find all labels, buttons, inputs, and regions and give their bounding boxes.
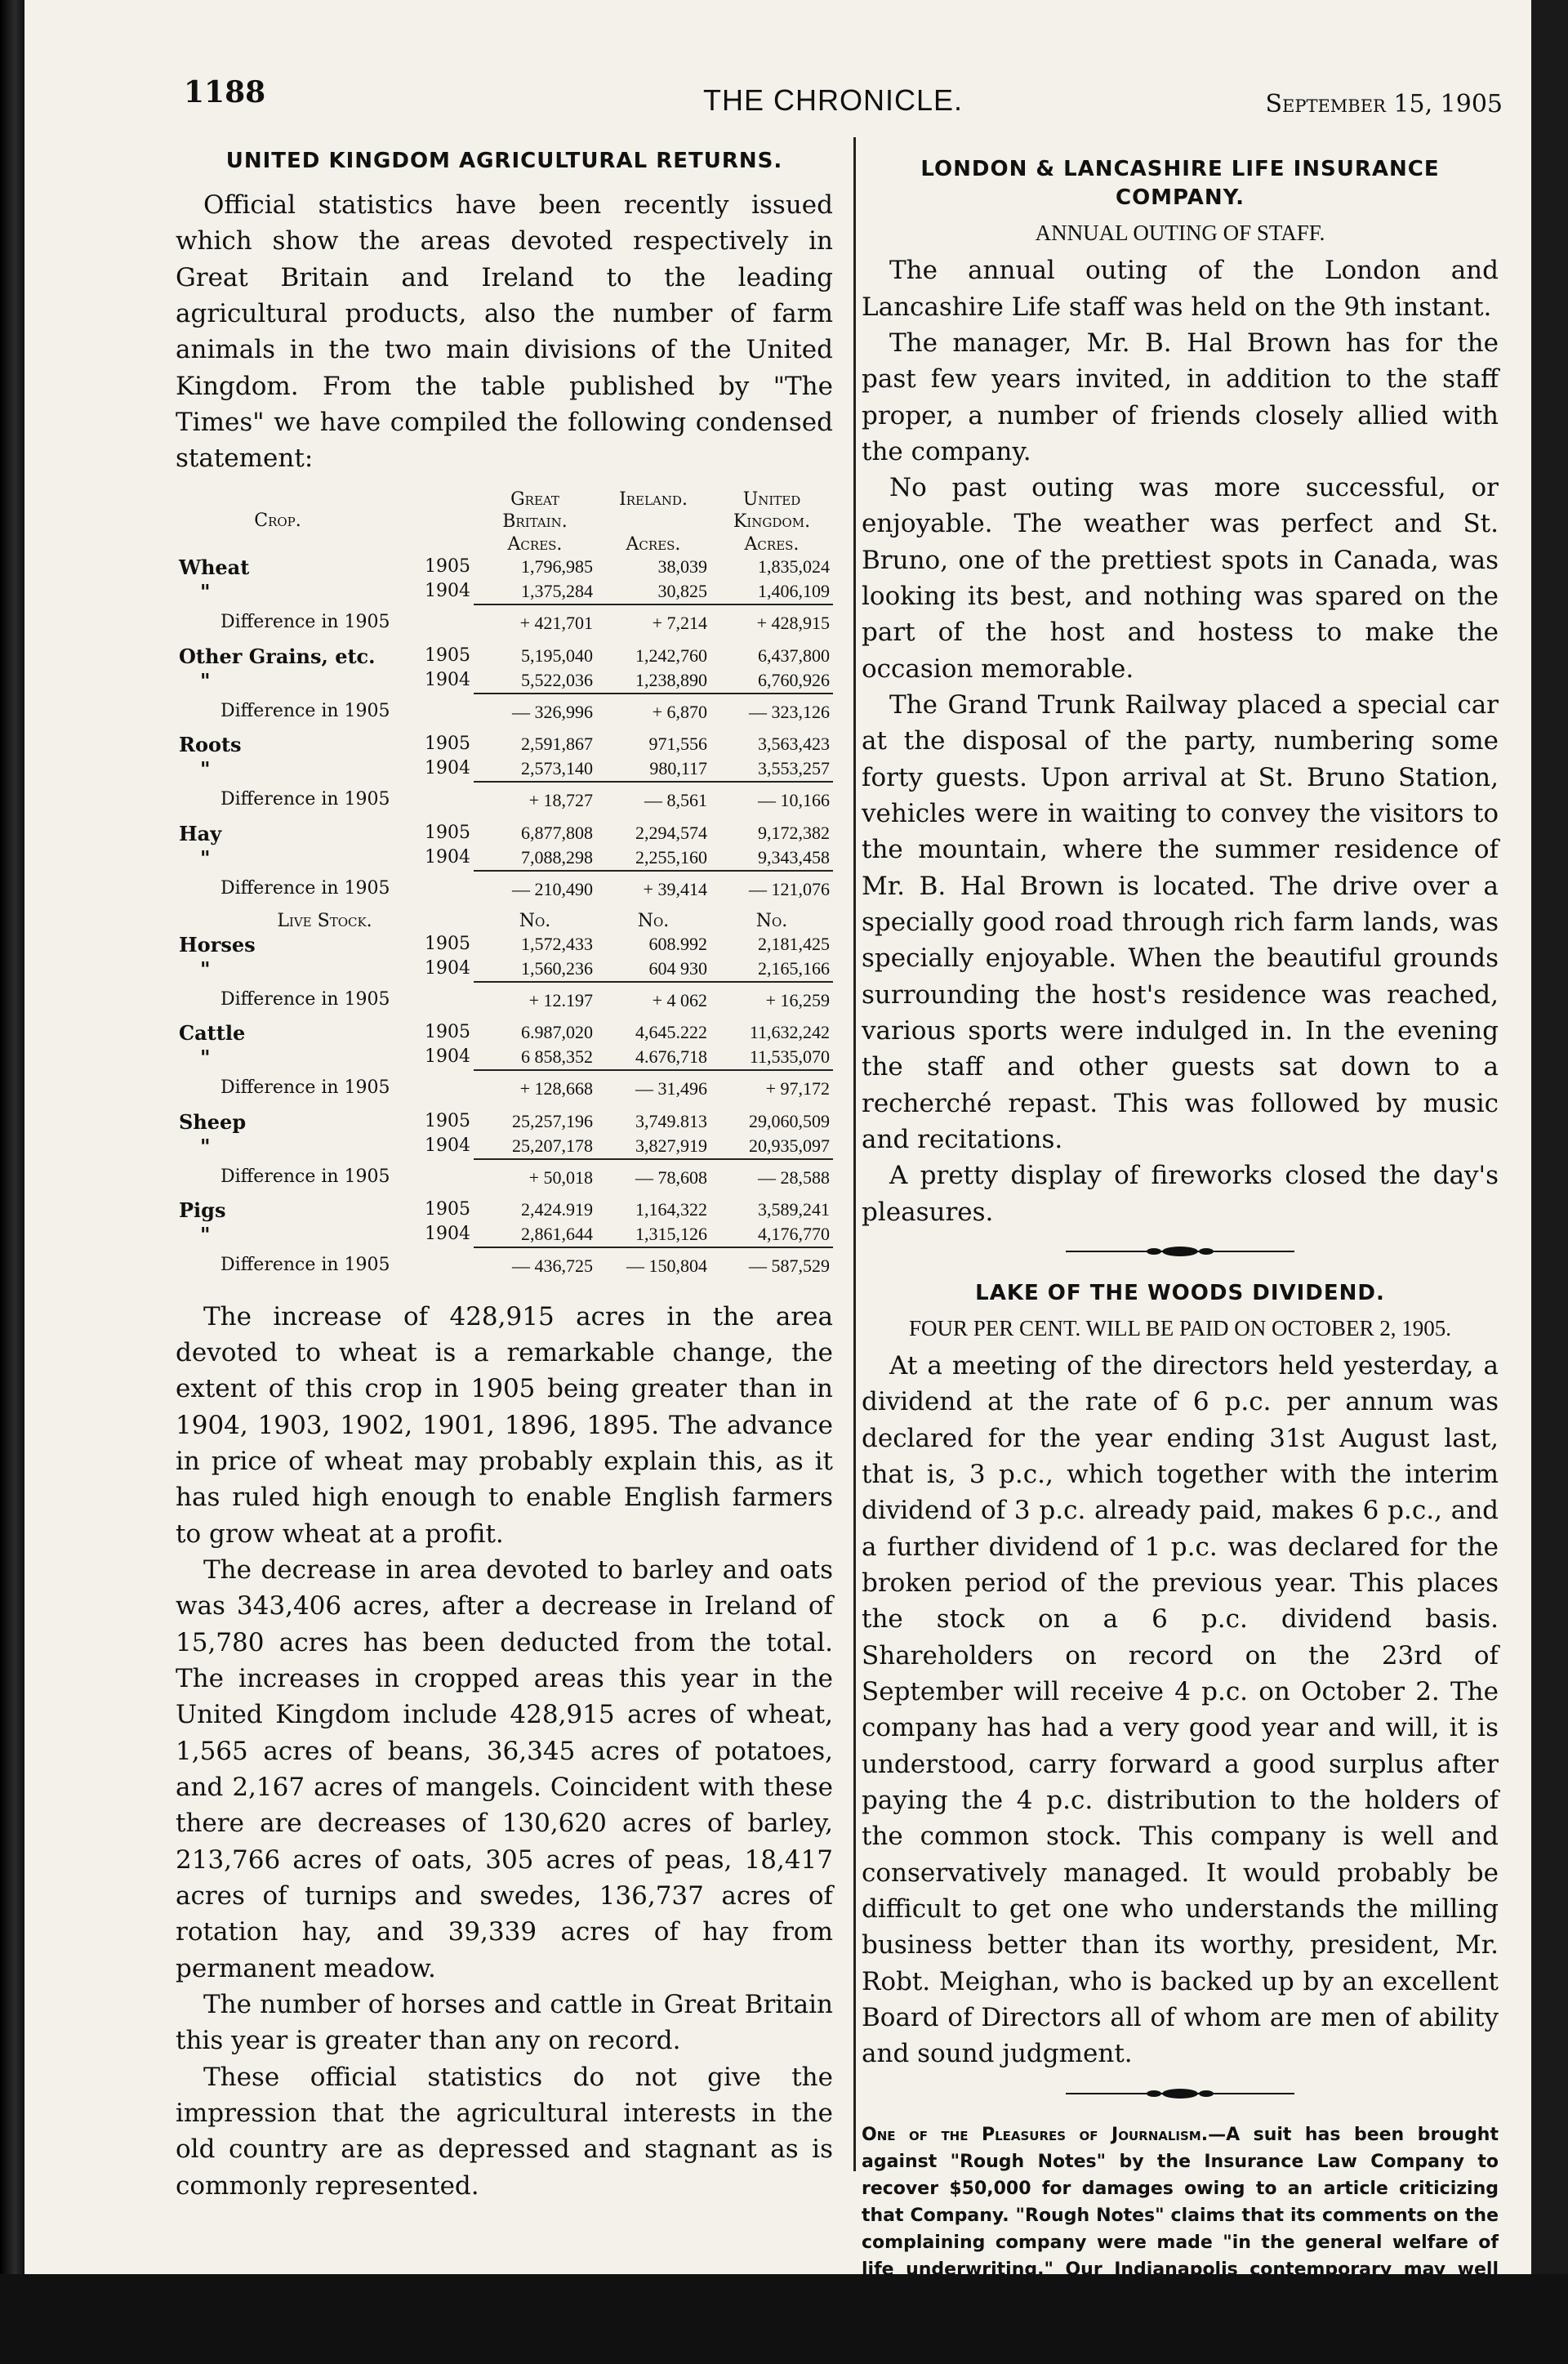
ireland-difference: + 6,870 <box>596 694 710 734</box>
table-row <box>176 822 833 846</box>
gb-value: 7,088,298 <box>521 846 593 868</box>
uk-value: 2,165,166 <box>758 957 830 979</box>
paragraph: At a meeting of the directors held yesterday, a dividend at the rate of 6 p.c. per annum was declared for the year ending 31st August last, that is, 3 p.c., which together with the interim dividend of 3 p.c. already paid, makes 6 p.c., and a further dividend of 1 p.c. was declared for the broken period of the previous year. This places the stock on a 6 p.c. dividend basis. Shareholders on record on the 23rd of September will receive 4 p.c. on October 2. The company has had a very good year and will, it is understood, carry forward a good surplus after paying the 4 p.c. distribution to the holders of the common stock. This company is well and conservatively managed. It would probably be difficult to get one who understands the milling business better than its worthy, president, Mr. Robt. Meighan, who is backed up by an excellent Board of Directors all of whom are men of ability and sound judgment. <box>862 1351 1499 2069</box>
ireland-value: 3,827,919 <box>635 1135 707 1156</box>
table-row <box>176 669 833 694</box>
gb-value: 1,796,985 <box>521 556 593 578</box>
gb-value: 2,573,140 <box>521 758 593 779</box>
ireland-value: 2,255,160 <box>635 846 707 868</box>
table-row <box>176 846 833 871</box>
uk-difference: — 121,076 <box>710 871 833 911</box>
difference-row <box>176 1159 833 1199</box>
ireland-value: 38,039 <box>657 556 707 578</box>
ireland-value: 2,294,574 <box>635 822 707 843</box>
difference-label: Difference in 1905 <box>220 612 390 633</box>
difference-row <box>176 871 833 911</box>
unit-label: No. <box>519 911 551 932</box>
article-subheading: FOUR PER CENT. WILL BE PAID ON OCTOBER 2, 1905. <box>908 1316 1452 1341</box>
uk-value: 20,935,097 <box>749 1135 830 1156</box>
gb-value: 6 858,352 <box>521 1046 593 1068</box>
paragraph: The annual outing of the London and Lancashire Life staff was held on the 9th instant. <box>862 256 1499 322</box>
ireland-value: 604 930 <box>648 957 707 979</box>
masthead: THE CHRONICLE. <box>702 83 964 117</box>
difference-label: Difference in 1905 <box>220 1166 390 1187</box>
ireland-value: 1,315,126 <box>635 1224 707 1245</box>
gb-value: 25,257,196 <box>512 1110 593 1131</box>
year-cell: 1904 <box>425 1224 470 1245</box>
row-label: Pigs <box>179 1198 226 1223</box>
row-label: Sheep <box>179 1109 247 1134</box>
year-cell: 1905 <box>425 933 470 954</box>
table-row <box>176 1046 833 1070</box>
ireland-value: 4,645.222 <box>635 1022 707 1043</box>
gb-difference: + 50,018 <box>474 1159 596 1199</box>
year-cell: 1905 <box>425 822 470 843</box>
uk-difference: + 16,259 <box>710 982 833 1022</box>
col-crop: Crop. <box>254 510 301 531</box>
gb-value: 2,424.919 <box>521 1199 593 1220</box>
difference-label: Difference in 1905 <box>220 700 390 721</box>
uk-difference: — 587,529 <box>710 1247 833 1287</box>
ornament-divider <box>1066 2087 1294 2100</box>
left-column <box>176 147 833 2204</box>
uk-value: 11,632,242 <box>749 1022 830 1043</box>
ireland-difference: — 8,561 <box>596 782 710 822</box>
year-cell: 1904 <box>425 581 470 602</box>
uk-value: 9,343,458 <box>758 846 830 868</box>
uk-difference: — 323,126 <box>710 694 833 734</box>
gb-value: 25,207,178 <box>512 1135 593 1156</box>
year-cell: 1904 <box>425 1046 470 1068</box>
gb-difference: — 210,490 <box>474 871 596 911</box>
ireland-value: 1,238,890 <box>635 669 707 690</box>
ireland-value: 1,164,322 <box>635 1199 707 1220</box>
ireland-value: 1,242,760 <box>635 645 707 666</box>
uk-value: 29,060,509 <box>749 1110 830 1131</box>
year-cell: 1905 <box>425 1199 470 1220</box>
gb-difference: + 18,727 <box>474 782 596 822</box>
table-row <box>176 933 833 957</box>
ireland-value: 3,749.813 <box>635 1110 707 1131</box>
row-label: Roots <box>179 733 242 757</box>
table-row <box>176 757 833 782</box>
table-row <box>176 1198 833 1223</box>
uk-value: 4,176,770 <box>758 1224 830 1245</box>
ireland-difference: — 150,804 <box>596 1247 710 1287</box>
page-header <box>163 75 1503 124</box>
gb-difference: + 421,701 <box>474 604 596 645</box>
page-number: 1188 <box>184 75 266 109</box>
ireland-difference: — 78,608 <box>596 1159 710 1199</box>
notice-title: One of the Pleasures of Journalism. <box>862 2124 1209 2145</box>
table-row <box>176 1135 833 1159</box>
paragraph: Official statistics have been recently issued which show the areas devoted respectively in Great Britain and Ireland to the leading agricultural products, also the number of farm animals in the two main divisions of the United Kingdom. From the table published by "The Times" we have compiled the following condensed statement: <box>176 190 833 474</box>
right-column <box>862 155 1499 2364</box>
ditto-mark: " <box>200 845 211 870</box>
unit-label: Acres. <box>507 533 563 555</box>
returns-table <box>176 488 833 1287</box>
uk-difference: + 97,172 <box>710 1070 833 1110</box>
article-subheading: ANNUAL OUTING OF STAFF. <box>1035 221 1325 246</box>
gb-value: 6,877,808 <box>521 822 593 843</box>
difference-row <box>176 694 833 734</box>
ireland-value: 30,825 <box>657 581 707 602</box>
book-binding <box>0 0 24 2274</box>
col-ireland: Ireland. <box>619 488 688 510</box>
gb-value: 6.987,020 <box>521 1022 593 1043</box>
table-header-row <box>176 488 833 533</box>
gb-value: 1,560,236 <box>521 957 593 979</box>
table-unit-row <box>176 533 833 556</box>
ireland-value: 980,117 <box>649 758 707 779</box>
uk-value: 9,172,382 <box>758 822 830 843</box>
ditto-mark: " <box>200 957 211 981</box>
difference-row <box>176 982 833 1022</box>
uk-value: 6,760,926 <box>758 669 830 690</box>
difference-row <box>176 782 833 822</box>
ditto-mark: " <box>200 757 211 782</box>
year-cell: 1905 <box>425 556 470 578</box>
unit-label: Acres. <box>744 533 800 555</box>
year-cell: 1905 <box>425 645 470 666</box>
article-heading: LONDON & LANCASHIRE LIFE INSURANCE COMPANY. <box>920 157 1440 211</box>
notice-body: —A suit has been brought against "Rough Notes" by the Insurance Law Company to recover $50,000 for damages owing to an article criticizing that Company. "Rough Notes" claims that its comments on the complaining company were made "in the general welfare of life underwriting." Our Indianapolis contemporary may well say this, for it has a clear record as an exponent and defender of the sound principles of life insurance. We wish it "a good deliverance" from this annoying suit. <box>862 2124 1499 2361</box>
uk-value: 11,535,070 <box>749 1046 830 1068</box>
paragraph: No past outing was more successful, or enjoyable. The weather was perfect and St. Bruno, one of the prettiest spots in Canada, was looking its best, and nothing was spared on the part of the host and hostess to make the occasion memorable. <box>862 473 1499 684</box>
live-stock-label: Live Stock. <box>277 911 372 932</box>
year-cell: 1904 <box>425 957 470 979</box>
ditto-mark: " <box>200 1223 211 1247</box>
year-cell: 1904 <box>425 1135 470 1156</box>
uk-value: 6,437,800 <box>758 645 830 666</box>
difference-label: Difference in 1905 <box>220 1255 390 1276</box>
uk-value: 2,181,425 <box>758 933 830 954</box>
paragraph: The manager, Mr. B. Hal Brown has for the past few years invited, in addition to the staff proper, a number of friends closely allied with the company. <box>862 328 1499 466</box>
uk-difference: — 28,588 <box>710 1159 833 1199</box>
col-great-britain: Great Britain. <box>502 488 568 533</box>
table-row <box>176 580 833 604</box>
year-cell: 1904 <box>425 758 470 779</box>
difference-row <box>176 1070 833 1110</box>
uk-value: 1,835,024 <box>758 556 830 578</box>
year-cell: 1904 <box>425 846 470 868</box>
gb-value: 1,375,284 <box>521 581 593 602</box>
table-row <box>176 1110 833 1135</box>
gb-difference: + 12.197 <box>474 982 596 1022</box>
unit-label: No. <box>637 911 670 932</box>
gb-difference: — 326,996 <box>474 694 596 734</box>
uk-value: 3,563,423 <box>758 734 830 755</box>
paragraph: These official statistics do not give the impression that the agricultural interests in the old country are as depressed and stagnant as is commonly represented. <box>176 2062 833 2201</box>
difference-label: Difference in 1905 <box>220 789 390 810</box>
page-edge <box>1531 0 1568 2274</box>
paragraph: The number of horses and cattle in Great Britain this year is greater than any on record. <box>176 1989 833 2056</box>
ireland-difference: — 31,496 <box>596 1070 710 1110</box>
notice-paragraph <box>862 2121 1499 2364</box>
issue-date: September 15, 1905 <box>1265 90 1503 118</box>
year-cell: 1905 <box>425 1022 470 1043</box>
row-label: Other Grains, etc. <box>179 644 376 668</box>
ditto-mark: " <box>200 580 211 604</box>
paragraph: The decrease in area devoted to barley and oats was 343,406 acres, after a decrease in Ireland of 15,780 acres has been deducted from the total. The increases in cropped areas this year in the United Kingdom include 428,915 acres of wheat, 1,565 acres of beans, 36,345 acres of potatoes, and 2,167 acres of mangels. Coincident with these there are decreases of 130,620 acres of barley, 213,766 acres of oats, 305 acres of peas, 18,417 acres of turnips and swedes, 136,737 acres of rotation hay, and 39,339 acres of hay from permanent meadow. <box>176 1555 833 1983</box>
ditto-mark: " <box>200 668 211 693</box>
row-label: Cattle <box>179 1021 246 1046</box>
ireland-difference: + 7,214 <box>596 604 710 645</box>
gb-value: 5,195,040 <box>521 645 593 666</box>
row-label: Hay <box>179 821 222 845</box>
uk-value: 3,589,241 <box>758 1199 830 1220</box>
paragraph: The increase of 428,915 acres in the area devoted to wheat is a remarkable change, the extent of this crop in 1905 being greater than in 1904, 1903, 1902, 1901, 1896, 1895. The advance in price of wheat may probably explain this, as it has ruled high enough to enable English farmers to grow wheat at a profit. <box>176 1301 833 1549</box>
ireland-value: 4.676,718 <box>635 1046 707 1068</box>
ditto-mark: " <box>200 1046 211 1070</box>
paragraph: The Grand Trunk Railway placed a special car at the disposal of the party, numbering some forty guests. Upon arrival at St. Bruno Station, vehicles were in waiting to convey the visitors to the mountain, where the summer residence of Mr. B. Hal Brown is located. The drive over a specially good road through rich farm lands, was specially enjoyable. When the beautiful grounds surrounding the host's residence was reached, various sports were indulged in. In the evening the staff and other guests sat down to a recherché repast. This was followed by music and recitations. <box>862 690 1499 1155</box>
difference-label: Difference in 1905 <box>220 1077 390 1099</box>
uk-difference: — 10,166 <box>710 782 833 822</box>
gb-value: 1,572,433 <box>521 933 593 954</box>
gb-value: 5,522,036 <box>521 669 593 690</box>
article-heading: UNITED KINGDOM AGRICULTURAL RETURNS. <box>225 149 783 173</box>
difference-row <box>176 1247 833 1287</box>
gb-value: 2,591,867 <box>521 734 593 755</box>
ornament-divider <box>1066 1245 1294 1258</box>
year-cell: 1904 <box>425 669 470 690</box>
uk-value: 1,406,109 <box>758 581 830 602</box>
ireland-value: 608.992 <box>648 933 707 954</box>
table-row <box>176 1021 833 1046</box>
year-cell: 1905 <box>425 734 470 755</box>
col-united-kingdom: United Kingdom. <box>733 488 811 533</box>
table-row <box>176 645 833 669</box>
gb-difference: + 128,668 <box>474 1070 596 1110</box>
ireland-value: 971,556 <box>648 734 707 755</box>
returns-table-body <box>176 488 833 1287</box>
difference-label: Difference in 1905 <box>220 877 390 899</box>
unit-label: Acres. <box>626 533 681 555</box>
difference-label: Difference in 1905 <box>220 988 390 1010</box>
table-row <box>176 555 833 580</box>
uk-difference: + 428,915 <box>710 604 833 645</box>
ditto-mark: " <box>200 1134 211 1158</box>
difference-row <box>176 604 833 645</box>
table-row <box>176 957 833 982</box>
row-label: Wheat <box>179 555 250 580</box>
table-row <box>176 733 833 757</box>
gb-value: 2,861,644 <box>521 1224 593 1245</box>
ireland-difference: + 4 062 <box>596 982 710 1022</box>
year-cell: 1905 <box>425 1110 470 1131</box>
article-heading: LAKE OF THE WOODS DIVIDEND. <box>975 1281 1385 1306</box>
table-row <box>176 1223 833 1247</box>
ireland-difference: + 39,414 <box>596 871 710 911</box>
column-rule <box>853 137 856 2171</box>
uk-value: 3,553,257 <box>758 758 830 779</box>
row-label: Horses <box>179 932 256 957</box>
gb-difference: — 436,725 <box>474 1247 596 1287</box>
live-stock-header-row <box>176 910 833 933</box>
unit-label: No. <box>755 911 788 932</box>
paragraph: A pretty display of fireworks closed the day's pleasures. <box>862 1161 1499 1227</box>
